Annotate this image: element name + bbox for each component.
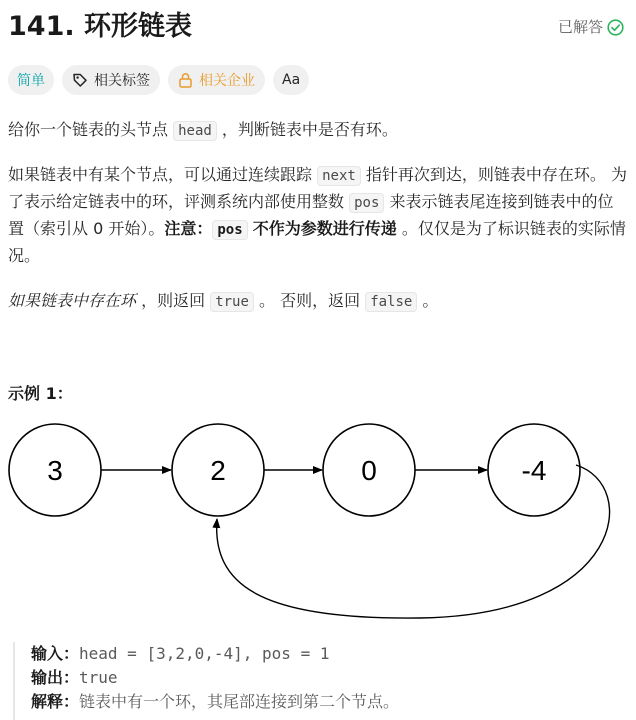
font-size-icon: Aa bbox=[282, 72, 301, 88]
inline-code-next: next bbox=[317, 166, 361, 186]
problem-header bbox=[8, 8, 628, 48]
input-label: 输入： bbox=[31, 644, 80, 663]
list-node bbox=[172, 424, 264, 516]
description-paragraph-2 bbox=[8, 162, 628, 269]
note-label: 注意： bbox=[164, 219, 213, 238]
inline-code-pos: pos bbox=[349, 193, 384, 213]
example-title: 示例 1： bbox=[8, 384, 73, 403]
check-circle-icon bbox=[607, 19, 624, 36]
font-size-button[interactable] bbox=[273, 65, 309, 95]
tag-bar bbox=[8, 65, 309, 95]
text-segment: 来表示链表尾连接到链表中的位置（索引从 0 开始）。 bbox=[8, 192, 614, 238]
list-node bbox=[9, 424, 101, 516]
tag-icon bbox=[72, 72, 88, 88]
linked-list-diagram bbox=[0, 415, 636, 625]
topics-tag-label: 相关标签 bbox=[94, 73, 150, 89]
node-value: 3 bbox=[47, 455, 63, 486]
explanation-value: 链表中有一个环，其尾部连接到第二个节点。 bbox=[79, 692, 400, 711]
text-segment: 指针再次到达，则链表中存在环。 为了表示给定链表中的环，评测系统内部使用整数 bbox=[8, 165, 627, 211]
text-segment: 给你一个链表的头节点 bbox=[8, 120, 174, 139]
inline-code-head: head bbox=[173, 121, 217, 141]
list-node bbox=[323, 424, 415, 516]
output-value: true bbox=[79, 668, 118, 687]
text-segment: 。 bbox=[417, 291, 439, 310]
text-segment: ，则返回 bbox=[136, 291, 211, 310]
solved-status bbox=[558, 16, 624, 38]
output-label: 输出： bbox=[31, 668, 80, 687]
example-input-row bbox=[31, 642, 623, 666]
input-value: head = [3,2,0,-4], pos = 1 bbox=[79, 644, 330, 663]
text-segment: 如果链表中有某个节点，可以通过连续跟踪 bbox=[8, 165, 318, 184]
description-paragraph-1 bbox=[8, 117, 628, 144]
inline-code-false: false bbox=[365, 292, 417, 312]
inline-code-true: true bbox=[210, 292, 254, 312]
list-node bbox=[488, 424, 580, 516]
inline-code-pos-note: pos bbox=[212, 220, 247, 240]
note-emphasis: 不作为参数进行传递 bbox=[252, 219, 397, 238]
example-io-block bbox=[13, 642, 623, 720]
topics-tag-button[interactable] bbox=[62, 65, 160, 95]
example-output-row bbox=[31, 666, 623, 690]
text-segment: 。 否则，返回 bbox=[253, 291, 366, 310]
explanation-label: 解释： bbox=[31, 692, 80, 711]
solved-label: 已解答 bbox=[557, 18, 603, 36]
text-segment: ，判断链表中是否有环。 bbox=[216, 120, 398, 139]
difficulty-label: 简单 bbox=[17, 73, 45, 89]
difficulty-badge[interactable] bbox=[8, 65, 54, 95]
node-value: 2 bbox=[210, 455, 226, 486]
text-segment: 。仅仅是为了标识链表的实际情况。 bbox=[8, 219, 626, 265]
example-explanation-row bbox=[31, 690, 623, 714]
node-value: 0 bbox=[361, 455, 377, 486]
italic-text: 如果链表中存在环 bbox=[8, 291, 137, 310]
lock-icon bbox=[178, 72, 193, 88]
problem-title: 141. 环形链表 bbox=[8, 11, 193, 42]
companies-tag-label: 相关企业 bbox=[199, 73, 255, 89]
node-value: -4 bbox=[521, 455, 547, 486]
description-paragraph-3 bbox=[8, 288, 628, 315]
companies-tag-button[interactable] bbox=[168, 65, 265, 95]
